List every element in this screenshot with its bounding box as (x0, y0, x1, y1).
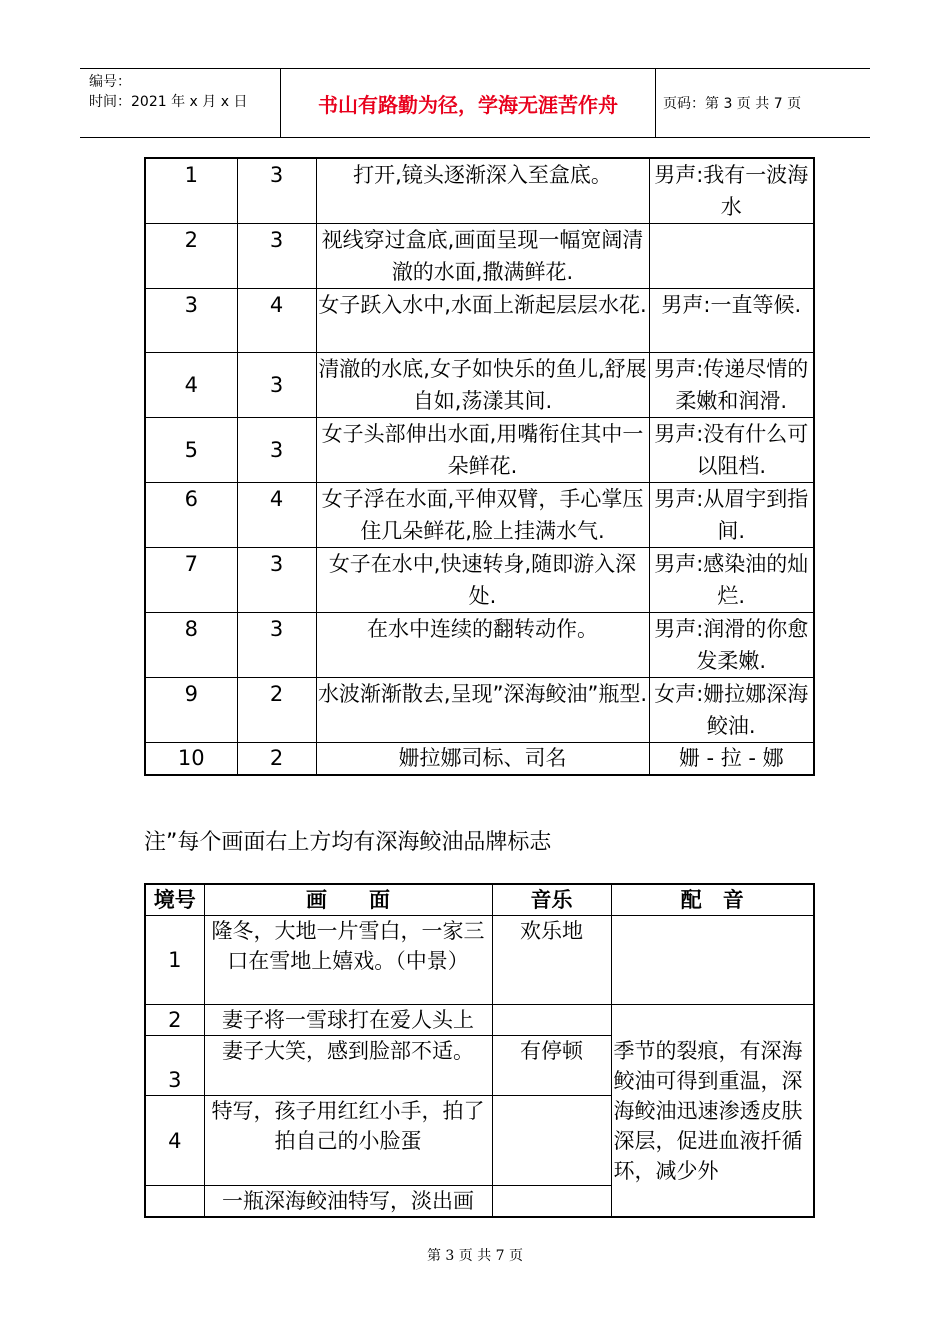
shot-scene: 清澈的水底,女子如快乐的鱼儿,舒展自如,荡漾其间. (316, 353, 649, 418)
shot-scene: 打开,镜头逐渐深入至盒底。 (316, 158, 649, 224)
shot-number: 7 (145, 548, 237, 613)
shot-number: 3 (145, 289, 237, 353)
shot-number: 8 (145, 613, 237, 678)
shot-number: 1 (145, 158, 237, 224)
shot-number: 10 (145, 743, 237, 776)
shot-number: 4 (145, 353, 237, 418)
shot-scene: 妻子将一雪球打在爱人头上 (204, 1005, 492, 1036)
shot-music (492, 1005, 611, 1036)
document-time-label: 时间：2021 年 x 月 x 日 (89, 94, 248, 110)
header-shot: 境号 (145, 884, 204, 916)
shot-scene: 女子头部伸出水面,用嘴衔住其中一朵鲜花. (316, 418, 649, 483)
voiceover-text: 季节的裂痕，有深海鲛油可得到重温，深海鲛油迅速渗透皮肤深层，促进血液扦循环，减少外 (611, 1005, 814, 1218)
table-row (145, 613, 814, 678)
header-page-code: 页码：第 3 页 共 7 页 (663, 96, 802, 112)
shot-music: 有停顿 (492, 1036, 611, 1096)
shot-scene: 隆冬，大地一片雪白，一家三口在雪地上嬉戏。（中景） (204, 916, 492, 1005)
shot-voice: 男声:我有一波海水 (649, 158, 814, 224)
shot-seconds: 2 (237, 743, 316, 776)
shot-voice: 男声:感染油的灿烂. (649, 548, 814, 613)
shot-scene: 水波渐渐散去,呈现”深海鲛油”瓶型. (316, 678, 649, 743)
shot-music (492, 1186, 611, 1218)
table-header-row (145, 884, 814, 916)
shot-scene: 妻子大笑，感到脸部不适。 (204, 1036, 492, 1096)
shot-number: 3 (145, 1036, 204, 1096)
shot-seconds: 3 (237, 224, 316, 289)
table-row (145, 678, 814, 743)
table-row (145, 289, 814, 353)
table-row (145, 224, 814, 289)
shot-scene: 在水中连续的翻转动作。 (316, 613, 649, 678)
table-row (145, 1005, 814, 1036)
shot-seconds: 3 (237, 418, 316, 483)
shot-scene: 女子浮在水面,平伸双臂，手心掌压住几朵鲜花,脸上挂满水气. (316, 483, 649, 548)
shot-voice: 男声:从眉宇到指间. (649, 483, 814, 548)
shot-number: 5 (145, 418, 237, 483)
header-meta (89, 72, 247, 112)
shot-number: 9 (145, 678, 237, 743)
shot-seconds: 3 (237, 548, 316, 613)
shot-music: 欢乐地 (492, 916, 611, 1005)
shot-seconds: 2 (237, 678, 316, 743)
shot-voice: 男声:没有什么可以阻档. (649, 418, 814, 483)
shot-seconds: 4 (237, 483, 316, 548)
header-voice: 配 音 (611, 884, 814, 916)
shot-scene: 女子跃入水中,水面上渐起层层水花. (316, 289, 649, 353)
header-music: 音乐 (492, 884, 611, 916)
shot-scene: 视线穿过盒底,画面呈现一幅宽阔清澈的水面,撒满鲜花. (316, 224, 649, 289)
shot-number (145, 1186, 204, 1218)
header-motto: 书山有路勤为径，学海无涯苦作舟 (280, 69, 656, 137)
table-row (145, 916, 814, 1005)
table-row (145, 418, 814, 483)
header-scene: 画 面 (204, 884, 492, 916)
brand-note: 注”每个画面右上方均有深海鲛油品牌标志 (144, 830, 552, 855)
shot-seconds: 3 (237, 353, 316, 418)
shot-seconds: 3 (237, 613, 316, 678)
table-row (145, 548, 814, 613)
shot-voice: 姗 - 拉 - 娜 (649, 743, 814, 776)
shot-music (492, 1096, 611, 1186)
shot-voice: 男声:润滑的你愈发柔嫩. (649, 613, 814, 678)
shot-seconds: 4 (237, 289, 316, 353)
shot-voice: 男声:传递尽情的柔嫩和润滑. (649, 353, 814, 418)
table-row (145, 158, 814, 224)
shot-voice: 女声:姗拉娜深海鲛油. (649, 678, 814, 743)
table-row (145, 743, 814, 776)
storyboard-table (144, 157, 815, 776)
script-table (144, 883, 815, 1218)
shot-seconds: 3 (237, 158, 316, 224)
page-footer: 第 3 页 共 7 页 (426, 1248, 524, 1264)
shot-voice (649, 224, 814, 289)
page-header (80, 68, 870, 138)
table-row (145, 353, 814, 418)
shot-number: 1 (145, 916, 204, 1005)
shot-scene: 一瓶深海鲛油特写，淡出画 (204, 1186, 492, 1218)
shot-voice-empty (611, 916, 814, 1005)
shot-number: 6 (145, 483, 237, 548)
shot-scene: 女子在水中,快速转身,随即游入深处. (316, 548, 649, 613)
shot-scene: 姗拉娜司标、司名 (316, 743, 649, 776)
table-row (145, 483, 814, 548)
shot-number: 4 (145, 1096, 204, 1186)
shot-number: 2 (145, 1005, 204, 1036)
shot-number: 2 (145, 224, 237, 289)
shot-scene: 特写，孩子用红红小手，拍了拍自己的小脸蛋 (204, 1096, 492, 1186)
document-number-label: 编号： (89, 74, 131, 90)
shot-voice: 男声:一直等候. (649, 289, 814, 353)
